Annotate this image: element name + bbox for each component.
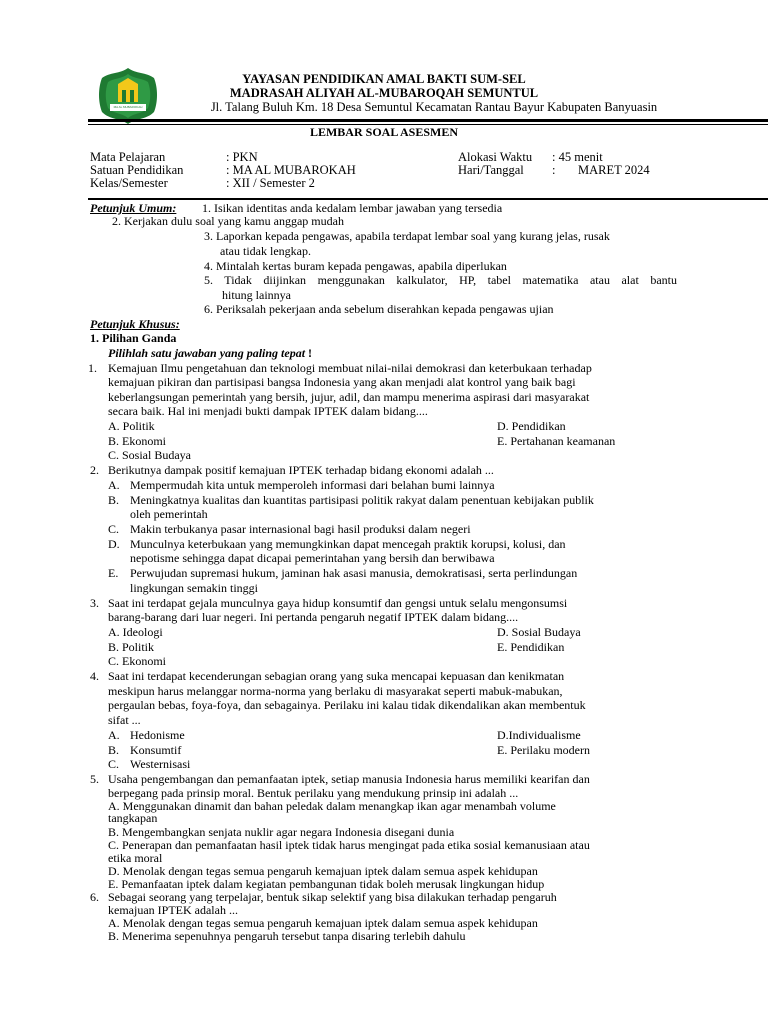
question-number: 4. (90, 669, 99, 683)
option-letter: A. (108, 728, 120, 742)
unit-label: Satuan Pendidikan (90, 163, 184, 177)
answer-option: A. Menggunakan dinamit dan bahan peledak dalam menangkap ikan agar menambah volume (108, 799, 556, 813)
answer-option: E. Pertahanan keamanan (497, 434, 616, 448)
question-text: barang-barang dari luar negeri. Ini pertanda pengaruh negatif IPTEK dalam bidang.... (108, 610, 519, 624)
question-text: pergaulan bebas, foya-foya, dan sebagainya. Perilaku ini kalau tidak dikendalikan akan membentuk (108, 698, 586, 712)
class-value: : XII / Semester 2 (226, 176, 315, 190)
answer-option: D. Pendidikan (497, 419, 566, 433)
answer-option: D.Individualisme (497, 728, 581, 742)
question-number: 2. (90, 463, 99, 477)
answer-option: Westernisasi (130, 757, 191, 771)
answer-option: C. Penerapan dan pemanfaatan hasil iptek tidak harus mengingat pada etika sosial kemanusiaan atau (108, 838, 590, 852)
date-label: Hari/Tanggal (458, 163, 524, 177)
question-text: Usaha pengembangan dan pemanfaatan iptek, setiap manusia Indonesia harus memiliki kearifan dan (108, 772, 590, 786)
subject-label: Mata Pelajaran (90, 150, 166, 164)
question-number: 3. (90, 596, 99, 610)
section-instruction (108, 346, 312, 361)
option-text: nepotisme sehingga dapat dicapai pemerintahan yang bersih dan berwibawa (130, 551, 495, 565)
class-label: Kelas/Semester (90, 176, 168, 190)
question-number: 5. (90, 772, 99, 786)
question-text: kemajuan IPTEK adalah ... (108, 903, 238, 917)
question-text: Saat ini terdapat kecenderungan sebagian orang yang suka mencapai kepuasan dan kenikmatan (108, 669, 565, 683)
answer-option: E. Pendidikan (497, 640, 565, 654)
question-number: 1. (88, 361, 97, 375)
question-number: 6. (90, 890, 99, 904)
answer-option: etika moral (108, 851, 163, 865)
school-name: MADRASAH ALIYAH AL-MUBAROQAH SEMUNTUL (229, 86, 539, 100)
special-instructions-label: Petunjuk Khusus: (90, 317, 180, 331)
time-label: Alokasi Waktu (458, 150, 533, 164)
answer-option: C. Sosial Budaya (108, 448, 191, 462)
option-letter: B. (108, 493, 120, 507)
header-rule-thick (88, 119, 768, 122)
option-letter: B. (108, 743, 120, 757)
question-text: secara baik. Hal ini menjadi bukti dampak IPTEK dalam bidang.... (108, 404, 428, 418)
answer-option: A. Menolak dengan tegas semua pengaruh kemajuan iptek dalam semua aspek kehidupan (108, 916, 538, 930)
option-text: Makin terbukanya pasar internasional bagi hasil produksi dalam negeri (130, 522, 471, 536)
question-text: Berikutnya dampak positif kemajuan IPTEK terhadap bidang ekonomi adalah ... (108, 463, 494, 477)
answer-option: E. Perilaku modern (497, 743, 590, 757)
option-text: oleh pemerintah (130, 507, 208, 521)
general-item: 4. Mintalah kertas buram kepada pengawas, apabila diperlukan (204, 259, 507, 273)
question-text: kemajuan pikiran dan partisipasi bangsa Indonesia yang akan menjadi alat kontrol yang baik bagi (108, 375, 576, 389)
option-letter: A. (108, 478, 120, 492)
answer-option: B. Politik (108, 640, 155, 654)
time-value: : 45 menit (552, 150, 603, 164)
option-letter: E. (108, 566, 119, 580)
general-item: 2. Kerjakan dulu soal yang kamu anggap mudah (112, 214, 344, 228)
date-colon: : (552, 163, 556, 177)
unit-value: : MA AL MUBAROKAH (226, 163, 356, 177)
answer-option: B. Ekonomi (108, 434, 167, 448)
answer-option: D. Sosial Budaya (497, 625, 581, 639)
foundation-name: YAYASAN PENDIDIKAN AMAL BAKTI SUM-SEL (242, 72, 526, 86)
answer-option: Konsumtif (130, 743, 182, 757)
option-text: Munculnya keterbukaan yang memungkinkan dapat mencegah praktik korupsi, kolusi, dan (130, 537, 566, 551)
general-item: atau tidak lengkap. (220, 244, 311, 258)
general-item: 6. Periksalah pekerjaan anda sebelum diserahkan kepada pengawas ujian (204, 302, 554, 316)
option-text: Mempermudah kita untuk memperoleh informasi dari belahan bumi lainnya (130, 478, 495, 492)
question-text: Saat ini terdapat gejala munculnya gaya hidup konsumtif dan gengsi untuk selalu mengonsumsi (108, 596, 568, 610)
answer-option: B. Menerima sepenuhnya pengaruh tersebut tanpa disaring terlebih dahulu (108, 929, 466, 943)
info-rule (88, 198, 768, 200)
answer-option: A. Ideologi (108, 625, 163, 639)
option-letter: C. (108, 757, 120, 771)
instruction-text: Pilihlah satu jawaban yang paling tepat (108, 346, 306, 360)
option-text: Meningkatnya kualitas dan kuantitas partisipasi politik rakyat dalam penentuan kebijakan publik (130, 493, 594, 507)
question-text: Sebagai seorang yang terpelajar, bentuk sikap selektif yang bisa dilakukan terhadap pengaruh (108, 890, 557, 904)
section-heading: 1. Pilihan Ganda (90, 331, 177, 345)
answer-option: C. Ekonomi (108, 654, 167, 668)
option-text: Perwujudan supremasi hukum, jaminan hak asasi manusia, demokratisasi, serta perlindungan (130, 566, 578, 580)
date-value: MARET 2024 (578, 163, 650, 177)
school-address: Jl. Talang Buluh Km. 18 Desa Semuntul Kecamatan Rantau Bayur Kabupaten Banyuasin (210, 100, 658, 114)
general-item: 3. Laporkan kepada pengawas, apabila terdapat lembar soal yang kurang jelas, rusak (204, 229, 610, 243)
answer-option: Hedonisme (130, 728, 185, 742)
answer-option: D. Menolak dengan tegas semua pengaruh kemajuan iptek dalam semua aspek kehidupan (108, 864, 538, 878)
question-text: berpegang pada prinsip moral. Bentuk perilaku yang mendukung prinsip ini adalah ... (108, 786, 519, 800)
general-instructions-label: Petunjuk Umum: (90, 201, 177, 215)
option-letter: C. (108, 522, 120, 536)
question-text: keberlangsungan pemerintah yang bersih, jujur, adil, dan mampu menerima aspirasi dari masyarakat (108, 390, 590, 404)
answer-option: B. Mengembangkan senjata nuklir agar negara Indonesia disegani dunia (108, 825, 455, 839)
instruction-mark: ! (305, 346, 313, 360)
answer-option: tangkapan (108, 811, 158, 825)
general-item: 1. Isikan identitas anda kedalam lembar jawaban yang tersedia (202, 201, 503, 215)
option-text: lingkungan semakin tinggi (130, 581, 258, 595)
question-text: sifat ... (108, 713, 141, 727)
option-letter: D. (108, 537, 120, 551)
answer-option: A. Politik (108, 419, 155, 433)
document-title: LEMBAR SOAL ASESMEN (309, 125, 459, 139)
general-item: hitung lainnya (222, 288, 291, 302)
general-item: 5. Tidak diijinkan menggunakan kalkulator, HP, tabel matematika atau alat bantu (204, 273, 677, 287)
question-text: meskipun harus melanggar norma-norma yang berlaku di masyarakat seperti mabuk-mabukan, (108, 684, 563, 698)
answer-option: E. Pemanfaatan iptek dalam kegiatan pembangunan tidak boleh merusak lingkungan hidup (108, 877, 545, 891)
question-text: Kemajuan Ilmu pengetahuan dan teknologi membuat nilai-nilai demokrasi dan keterbukaan terhadap (108, 361, 592, 375)
logo-banner-text: MA AL MUBAROKAH (113, 104, 143, 109)
subject-value: : PKN (226, 150, 258, 164)
